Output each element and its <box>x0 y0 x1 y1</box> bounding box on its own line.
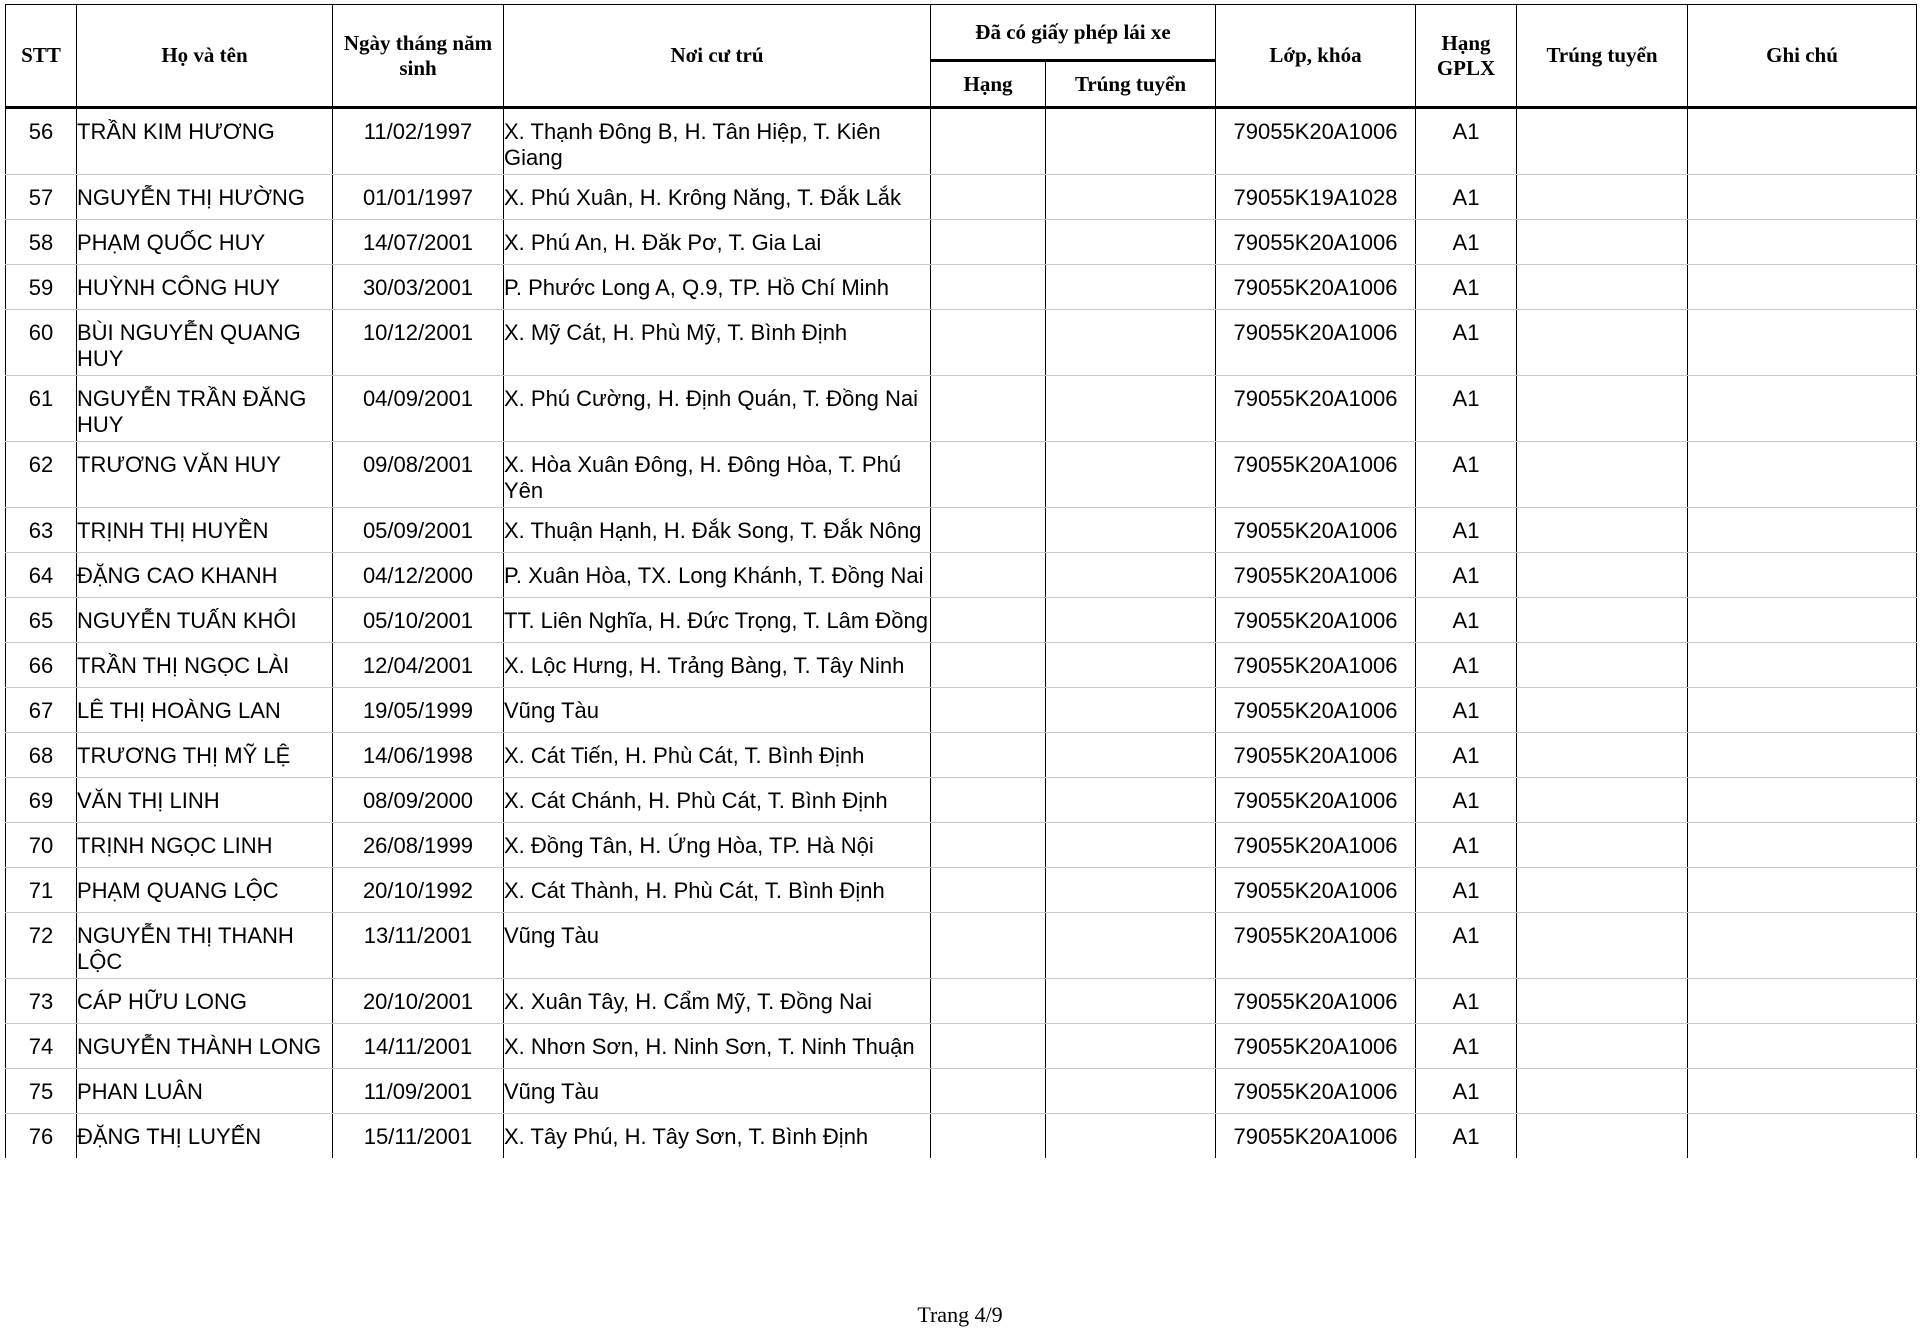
table-body <box>6 108 1917 1159</box>
cell-passed <box>1517 979 1688 1024</box>
cell-name: NGUYỄN THỊ THANH LỘC <box>77 913 333 979</box>
cell-passed <box>1517 643 1688 688</box>
cell-license-class <box>931 643 1046 688</box>
cell-license-class <box>931 913 1046 979</box>
cell-license-class <box>931 598 1046 643</box>
cell-gplx-class: A1 <box>1416 688 1517 733</box>
table-row <box>6 175 1917 220</box>
cell-stt: 62 <box>6 442 77 508</box>
cell-stt: 64 <box>6 553 77 598</box>
cell-passed <box>1517 553 1688 598</box>
cell-dob: 09/08/2001 <box>333 442 504 508</box>
cell-stt: 61 <box>6 376 77 442</box>
cell-note <box>1688 265 1917 310</box>
cell-name: NGUYỄN THỊ HƯỜNG <box>77 175 333 220</box>
cell-name: LÊ THỊ HOÀNG LAN <box>77 688 333 733</box>
cell-name: PHẠM QUANG LỘC <box>77 868 333 913</box>
cell-passed <box>1517 1069 1688 1114</box>
cell-dob: 04/09/2001 <box>333 376 504 442</box>
cell-address: Vũng Tàu <box>504 913 931 979</box>
table-header <box>6 5 1917 108</box>
cell-stt: 56 <box>6 108 77 175</box>
cell-passed <box>1517 913 1688 979</box>
cell-class-course: 79055K20A1006 <box>1216 1024 1416 1069</box>
cell-dob: 20/10/2001 <box>333 979 504 1024</box>
cell-stt: 66 <box>6 643 77 688</box>
cell-class-course: 79055K20A1006 <box>1216 598 1416 643</box>
cell-name: ĐẶNG CAO KHANH <box>77 553 333 598</box>
cell-stt: 60 <box>6 310 77 376</box>
cell-license-class <box>931 688 1046 733</box>
cell-stt: 57 <box>6 175 77 220</box>
cell-license-passed <box>1046 598 1216 643</box>
cell-license-class <box>931 376 1046 442</box>
cell-stt: 65 <box>6 598 77 643</box>
cell-class-course: 79055K20A1006 <box>1216 913 1416 979</box>
cell-passed <box>1517 1114 1688 1159</box>
cell-stt: 67 <box>6 688 77 733</box>
cell-dob: 13/11/2001 <box>333 913 504 979</box>
cell-gplx-class: A1 <box>1416 175 1517 220</box>
cell-stt: 71 <box>6 868 77 913</box>
cell-class-course: 79055K20A1006 <box>1216 265 1416 310</box>
cell-name: TRỊNH NGỌC LINH <box>77 823 333 868</box>
table-row <box>6 1024 1917 1069</box>
cell-gplx-class: A1 <box>1416 868 1517 913</box>
cell-license-class <box>931 175 1046 220</box>
cell-class-course: 79055K20A1006 <box>1216 310 1416 376</box>
cell-passed <box>1517 598 1688 643</box>
cell-gplx-class: A1 <box>1416 376 1517 442</box>
table-row <box>6 442 1917 508</box>
cell-passed <box>1517 220 1688 265</box>
cell-address: X. Phú Xuân, H. Krông Năng, T. Đắk Lắk <box>504 175 931 220</box>
table-row <box>6 688 1917 733</box>
cell-gplx-class: A1 <box>1416 265 1517 310</box>
cell-class-course: 79055K20A1006 <box>1216 979 1416 1024</box>
cell-note <box>1688 688 1917 733</box>
cell-note <box>1688 1024 1917 1069</box>
cell-name: CÁP HỮU LONG <box>77 979 333 1024</box>
table-row <box>6 265 1917 310</box>
cell-class-course: 79055K20A1006 <box>1216 733 1416 778</box>
cell-name: TRƯƠNG VĂN HUY <box>77 442 333 508</box>
cell-class-course: 79055K20A1006 <box>1216 1069 1416 1114</box>
cell-passed <box>1517 868 1688 913</box>
cell-stt: 74 <box>6 1024 77 1069</box>
cell-gplx-class: A1 <box>1416 553 1517 598</box>
cell-note <box>1688 598 1917 643</box>
table-row <box>6 979 1917 1024</box>
cell-license-passed <box>1046 979 1216 1024</box>
cell-stt: 76 <box>6 1114 77 1159</box>
cell-license-passed <box>1046 108 1216 175</box>
cell-license-passed <box>1046 733 1216 778</box>
cell-dob: 08/09/2000 <box>333 778 504 823</box>
cell-passed <box>1517 733 1688 778</box>
cell-address: X. Thạnh Đông B, H. Tân Hiệp, T. Kiên Giang <box>504 108 931 175</box>
cell-license-class <box>931 733 1046 778</box>
header-name: Họ và tên <box>77 5 333 108</box>
cell-license-passed <box>1046 442 1216 508</box>
cell-dob: 01/01/1997 <box>333 175 504 220</box>
cell-name: NGUYỄN TRẦN ĐĂNG HUY <box>77 376 333 442</box>
cell-dob: 04/12/2000 <box>333 553 504 598</box>
cell-name: TRỊNH THỊ HUYỀN <box>77 508 333 553</box>
cell-gplx-class: A1 <box>1416 1069 1517 1114</box>
table-row <box>6 508 1917 553</box>
cell-note <box>1688 913 1917 979</box>
cell-license-passed <box>1046 688 1216 733</box>
table-row <box>6 778 1917 823</box>
cell-dob: 14/06/1998 <box>333 733 504 778</box>
table-row <box>6 598 1917 643</box>
cell-license-passed <box>1046 823 1216 868</box>
cell-class-course: 79055K20A1006 <box>1216 823 1416 868</box>
cell-dob: 20/10/1992 <box>333 868 504 913</box>
cell-address: X. Lộc Hưng, H. Trảng Bàng, T. Tây Ninh <box>504 643 931 688</box>
header-license-group: Đã có giấy phép lái xe <box>931 5 1216 61</box>
cell-class-course: 79055K20A1006 <box>1216 643 1416 688</box>
cell-note <box>1688 442 1917 508</box>
cell-gplx-class: A1 <box>1416 778 1517 823</box>
cell-license-passed <box>1046 310 1216 376</box>
cell-dob: 30/03/2001 <box>333 265 504 310</box>
cell-license-class <box>931 108 1046 175</box>
header-passed: Trúng tuyển <box>1517 5 1688 108</box>
cell-license-passed <box>1046 1114 1216 1159</box>
cell-address: X. Tây Phú, H. Tây Sơn, T. Bình Định <box>504 1114 931 1159</box>
cell-address: X. Nhơn Sơn, H. Ninh Sơn, T. Ninh Thuận <box>504 1024 931 1069</box>
cell-gplx-class: A1 <box>1416 1114 1517 1159</box>
cell-dob: 12/04/2001 <box>333 643 504 688</box>
cell-stt: 69 <box>6 778 77 823</box>
cell-name: BÙI NGUYỄN QUANG HUY <box>77 310 333 376</box>
table-row <box>6 823 1917 868</box>
header-address: Nơi cư trú <box>504 5 931 108</box>
cell-class-course: 79055K20A1006 <box>1216 688 1416 733</box>
table-row <box>6 108 1917 175</box>
cell-class-course: 79055K20A1006 <box>1216 778 1416 823</box>
cell-gplx-class: A1 <box>1416 979 1517 1024</box>
header-license-class: Hạng <box>931 61 1046 108</box>
cell-address: X. Cát Thành, H. Phù Cát, T. Bình Định <box>504 868 931 913</box>
cell-license-class <box>931 1114 1046 1159</box>
cell-note <box>1688 108 1917 175</box>
cell-license-passed <box>1046 220 1216 265</box>
header-class-course: Lớp, khóa <box>1216 5 1416 108</box>
cell-dob: 14/07/2001 <box>333 220 504 265</box>
cell-gplx-class: A1 <box>1416 733 1517 778</box>
cell-note <box>1688 823 1917 868</box>
cell-name: PHAN LUÂN <box>77 1069 333 1114</box>
cell-stt: 72 <box>6 913 77 979</box>
cell-stt: 63 <box>6 508 77 553</box>
cell-name: TRƯƠNG THỊ MỸ LỆ <box>77 733 333 778</box>
cell-gplx-class: A1 <box>1416 310 1517 376</box>
cell-name: NGUYỄN THÀNH LONG <box>77 1024 333 1069</box>
header-license-passed: Trúng tuyển <box>1046 61 1216 108</box>
cell-passed <box>1517 442 1688 508</box>
cell-name: PHẠM QUỐC HUY <box>77 220 333 265</box>
cell-dob: 05/10/2001 <box>333 598 504 643</box>
cell-passed <box>1517 265 1688 310</box>
cell-license-class <box>931 979 1046 1024</box>
table-row <box>6 913 1917 979</box>
cell-license-class <box>931 778 1046 823</box>
cell-license-class <box>931 220 1046 265</box>
cell-license-passed <box>1046 175 1216 220</box>
header-stt: STT <box>6 5 77 108</box>
cell-address: X. Hòa Xuân Đông, H. Đông Hòa, T. Phú Yên <box>504 442 931 508</box>
cell-license-passed <box>1046 1024 1216 1069</box>
candidate-table <box>5 4 1917 1158</box>
cell-license-passed <box>1046 265 1216 310</box>
cell-license-passed <box>1046 913 1216 979</box>
cell-dob: 11/09/2001 <box>333 1069 504 1114</box>
cell-gplx-class: A1 <box>1416 643 1517 688</box>
cell-address: P. Phước Long A, Q.9, TP. Hồ Chí Minh <box>504 265 931 310</box>
cell-license-passed <box>1046 376 1216 442</box>
cell-stt: 70 <box>6 823 77 868</box>
cell-note <box>1688 508 1917 553</box>
cell-passed <box>1517 1024 1688 1069</box>
cell-dob: 26/08/1999 <box>333 823 504 868</box>
cell-dob: 11/02/1997 <box>333 108 504 175</box>
cell-class-course: 79055K19A1028 <box>1216 175 1416 220</box>
cell-passed <box>1517 376 1688 442</box>
cell-gplx-class: A1 <box>1416 508 1517 553</box>
cell-dob: 15/11/2001 <box>333 1114 504 1159</box>
cell-license-class <box>931 823 1046 868</box>
table-row <box>6 310 1917 376</box>
cell-gplx-class: A1 <box>1416 913 1517 979</box>
cell-gplx-class: A1 <box>1416 598 1517 643</box>
cell-passed <box>1517 108 1688 175</box>
cell-address: X. Cát Tiến, H. Phù Cát, T. Bình Định <box>504 733 931 778</box>
cell-note <box>1688 868 1917 913</box>
cell-stt: 59 <box>6 265 77 310</box>
table-row <box>6 1114 1917 1159</box>
cell-class-course: 79055K20A1006 <box>1216 868 1416 913</box>
cell-note <box>1688 1069 1917 1114</box>
cell-passed <box>1517 508 1688 553</box>
cell-passed <box>1517 688 1688 733</box>
cell-class-course: 79055K20A1006 <box>1216 442 1416 508</box>
cell-class-course: 79055K20A1006 <box>1216 220 1416 265</box>
table-row <box>6 220 1917 265</box>
header-gplx-class: Hạng GPLX <box>1416 5 1517 108</box>
cell-address: TT. Liên Nghĩa, H. Đức Trọng, T. Lâm Đồng <box>504 598 931 643</box>
cell-name: VĂN THỊ LINH <box>77 778 333 823</box>
cell-class-course: 79055K20A1006 <box>1216 1114 1416 1159</box>
cell-address: X. Phú Cường, H. Định Quán, T. Đồng Nai <box>504 376 931 442</box>
cell-license-class <box>931 508 1046 553</box>
cell-address: X. Xuân Tây, H. Cẩm Mỹ, T. Đồng Nai <box>504 979 931 1024</box>
cell-gplx-class: A1 <box>1416 108 1517 175</box>
cell-name: ĐẶNG THỊ LUYẾN <box>77 1114 333 1159</box>
cell-license-class <box>931 1069 1046 1114</box>
table-row <box>6 553 1917 598</box>
cell-license-passed <box>1046 1069 1216 1114</box>
cell-gplx-class: A1 <box>1416 823 1517 868</box>
cell-license-class <box>931 553 1046 598</box>
table-row <box>6 643 1917 688</box>
cell-passed <box>1517 778 1688 823</box>
cell-class-course: 79055K20A1006 <box>1216 108 1416 175</box>
cell-license-passed <box>1046 508 1216 553</box>
cell-gplx-class: A1 <box>1416 442 1517 508</box>
header-note: Ghi chú <box>1688 5 1917 108</box>
cell-gplx-class: A1 <box>1416 220 1517 265</box>
cell-note <box>1688 310 1917 376</box>
table-row <box>6 376 1917 442</box>
cell-stt: 58 <box>6 220 77 265</box>
cell-license-passed <box>1046 778 1216 823</box>
page-number: Trang 4/9 <box>917 1302 1003 1327</box>
cell-license-class <box>931 265 1046 310</box>
cell-address: X. Mỹ Cát, H. Phù Mỹ, T. Bình Định <box>504 310 931 376</box>
header-dob: Ngày tháng năm sinh <box>333 5 504 108</box>
cell-address: P. Xuân Hòa, TX. Long Khánh, T. Đồng Nai <box>504 553 931 598</box>
cell-name: NGUYỄN TUẤN KHÔI <box>77 598 333 643</box>
cell-note <box>1688 376 1917 442</box>
cell-passed <box>1517 175 1688 220</box>
cell-gplx-class: A1 <box>1416 1024 1517 1069</box>
cell-name: TRẦN KIM HƯƠNG <box>77 108 333 175</box>
cell-stt: 68 <box>6 733 77 778</box>
cell-note <box>1688 979 1917 1024</box>
cell-address: X. Cát Chánh, H. Phù Cát, T. Bình Định <box>504 778 931 823</box>
cell-class-course: 79055K20A1006 <box>1216 508 1416 553</box>
table-row <box>6 1069 1917 1114</box>
cell-license-class <box>931 868 1046 913</box>
table-row <box>6 868 1917 913</box>
cell-note <box>1688 553 1917 598</box>
cell-license-passed <box>1046 643 1216 688</box>
cell-license-class <box>931 1024 1046 1069</box>
cell-address: X. Thuận Hạnh, H. Đắk Song, T. Đắk Nông <box>504 508 931 553</box>
cell-passed <box>1517 823 1688 868</box>
table-row <box>6 733 1917 778</box>
cell-address: X. Đồng Tân, H. Ứng Hòa, TP. Hà Nội <box>504 823 931 868</box>
cell-class-course: 79055K20A1006 <box>1216 553 1416 598</box>
cell-note <box>1688 220 1917 265</box>
cell-address: X. Phú An, H. Đăk Pơ, T. Gia Lai <box>504 220 931 265</box>
cell-dob: 19/05/1999 <box>333 688 504 733</box>
cell-name: TRẦN THỊ NGỌC LÀI <box>77 643 333 688</box>
cell-class-course: 79055K20A1006 <box>1216 376 1416 442</box>
cell-dob: 05/09/2001 <box>333 508 504 553</box>
cell-note <box>1688 778 1917 823</box>
cell-note <box>1688 643 1917 688</box>
cell-address: Vũng Tàu <box>504 1069 931 1114</box>
cell-dob: 10/12/2001 <box>333 310 504 376</box>
cell-note <box>1688 1114 1917 1159</box>
cell-stt: 75 <box>6 1069 77 1114</box>
cell-license-passed <box>1046 553 1216 598</box>
cell-name: HUỲNH CÔNG HUY <box>77 265 333 310</box>
cell-license-class <box>931 310 1046 376</box>
cell-stt: 73 <box>6 979 77 1024</box>
cell-address: Vũng Tàu <box>504 688 931 733</box>
cell-note <box>1688 175 1917 220</box>
cell-note <box>1688 733 1917 778</box>
cell-license-passed <box>1046 868 1216 913</box>
cell-license-class <box>931 442 1046 508</box>
cell-passed <box>1517 310 1688 376</box>
cell-dob: 14/11/2001 <box>333 1024 504 1069</box>
